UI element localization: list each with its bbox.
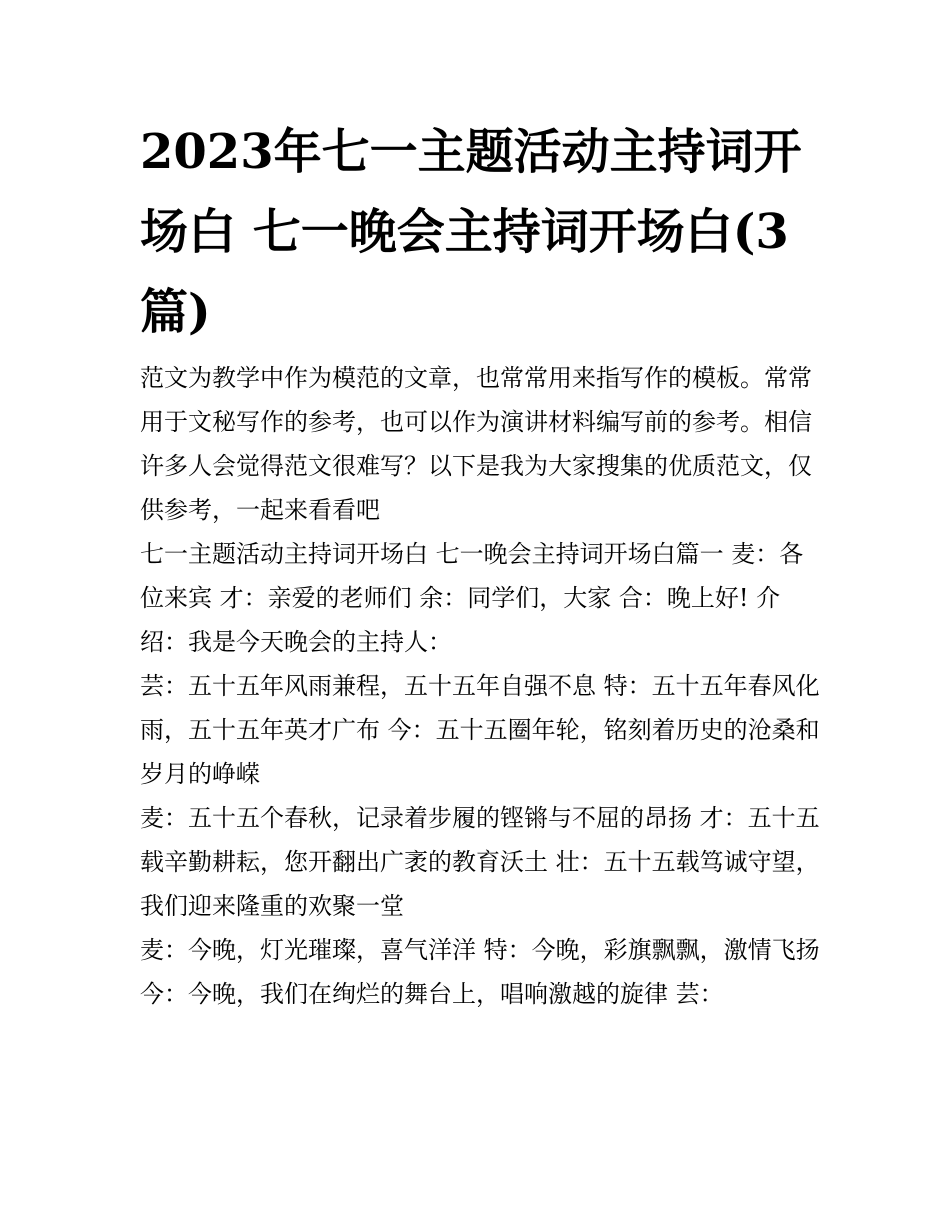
dialogue-paragraph: 麦：五十五个春秋，记录着步履的铿锵与不屈的昂扬 才：五十五载辛勤耕耘，您开翻出广袤的教育沃土 壮：五十五载笃诚守望，我们迎来隆重的欢聚一堂 <box>140 804 820 920</box>
intro-paragraph: 范文为教学中作为模范的文章，也常常用来指写作的模板。常常用于文秘写作的参考，也可以作为演讲材料编写前的参考。相信许多人会觉得范文很难写？以下是我为大家搜集的优质范文，仅供参考，一起来看看吧 <box>140 364 812 524</box>
document-title: 2023年七一主题活动主持词开场白 七一晚会主持词开场白(3篇) <box>140 124 802 340</box>
dialogue-paragraph: 芸：五十五年风雨兼程，五十五年自强不息 特：五十五年春风化雨，五十五年英才广布 今：五十五圈年轮，铭刻着历史的沧桑和岁月的峥嵘 <box>140 672 820 788</box>
dialogue-paragraph: 麦：今晚，灯光璀璨，喜气洋洋 特：今晚，彩旗飘飘，激情飞扬 今：今晚，我们在绚烂的舞台上，唱响激越的旋律 芸： <box>140 936 820 1008</box>
document-body <box>140 356 820 1016</box>
opening-paragraph: 七一主题活动主持词开场白 七一晚会主持词开场白篇一 麦：各位来宾 才：亲爱的老师们 余：同学们，大家 合：晚上好! 介绍：我是今天晚会的主持人： <box>140 540 804 656</box>
